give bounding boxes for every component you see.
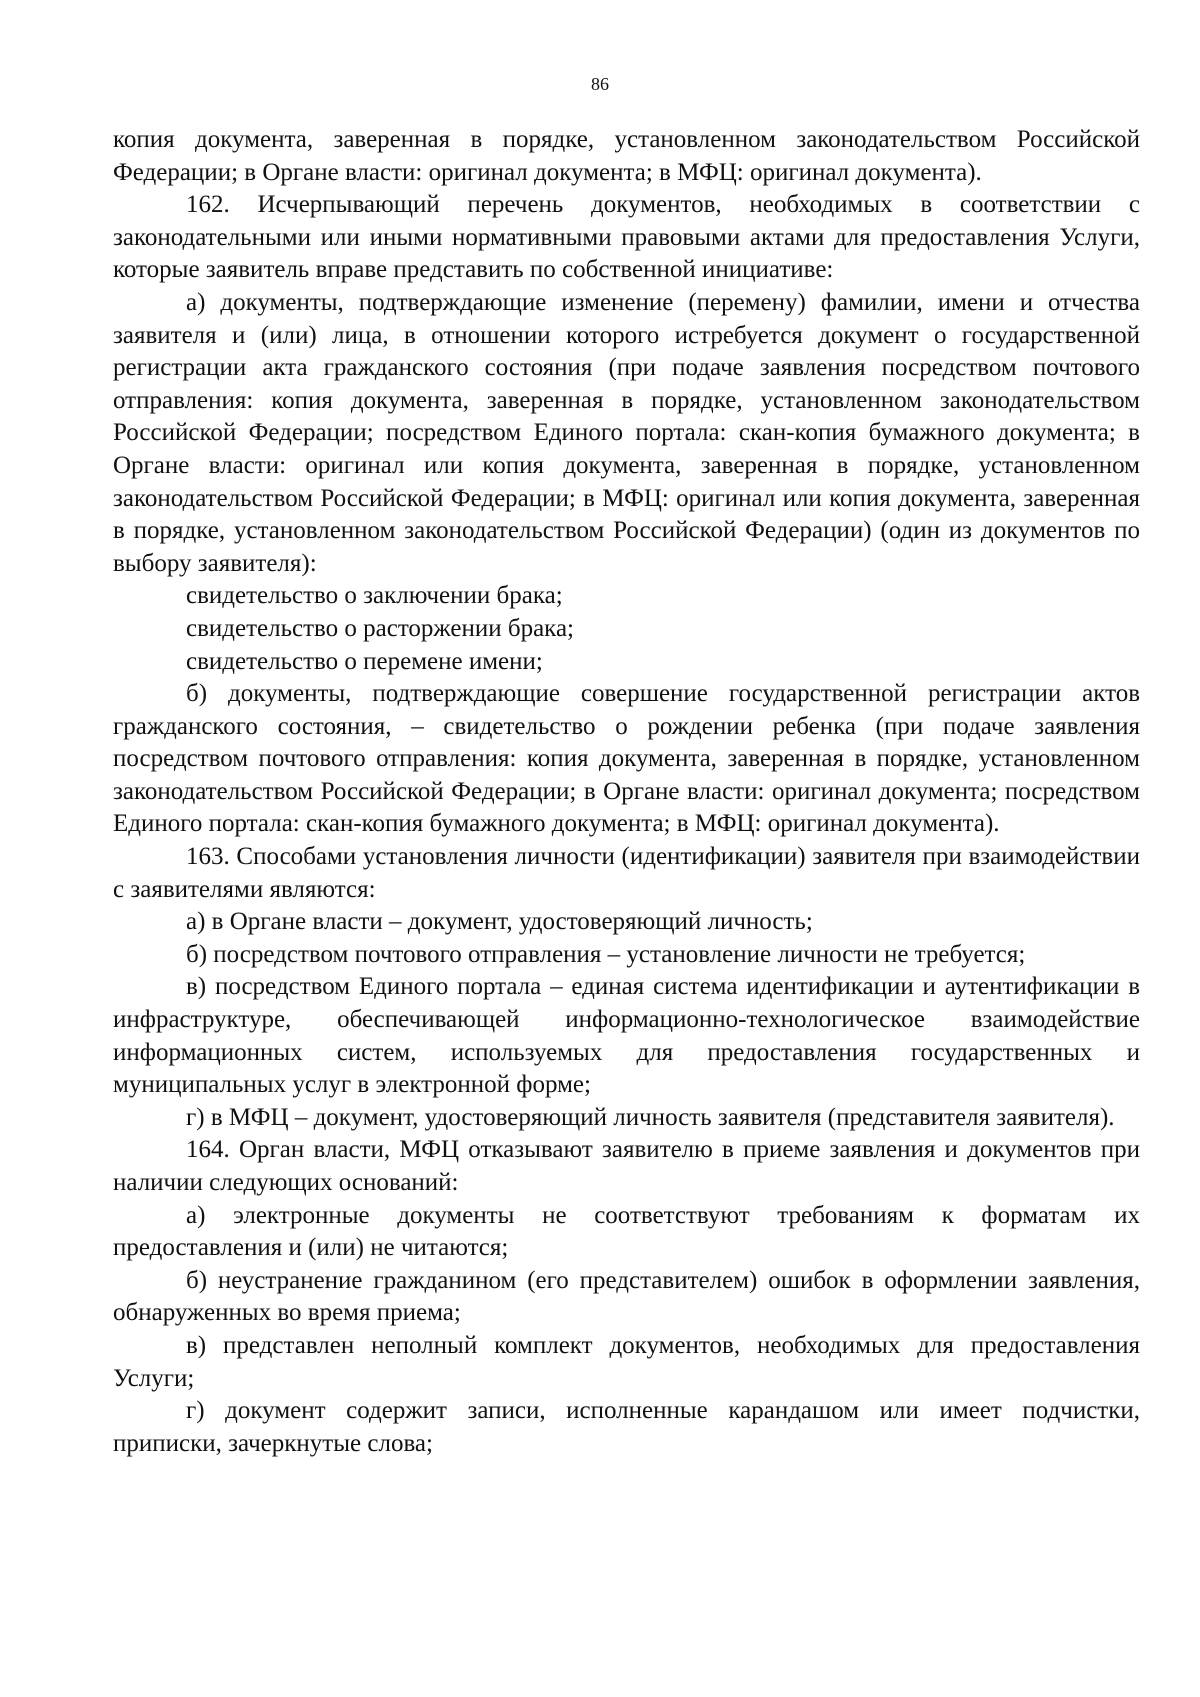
paragraph: г) документ содержит записи, исполненные карандашом или имеет подчистки, приписки, зачеркнутые слова; <box>113 1397 1140 1457</box>
paragraph: а) документы, подтверждающие изменение (перемену) фамилии, имени и отчества заявителя и (или) лица, в отношении которого истребуется документ о государственной регистрации акта гражданского состояния (при подаче заявления посредством почтового отправления: копия документа, заверенная в порядке, установленном законодательством Российской Федерации; посредством Единого портала: скан-копия бумажного документа; в Органе власти: оригинал или копия документа, заверенная в порядке, установленном законодательством Российской Федерации; в МФЦ: оригинал или копия документа, заверенная в порядке, установленном законодательством Российской Федерации) (один из документов по выбору заявителя): <box>113 288 1140 577</box>
paragraph: свидетельство о расторжении брака; <box>186 614 574 642</box>
body-text <box>113 124 1140 1460</box>
paragraph: в) представлен неполный комплект документов, необходимых для предоставления Услуги; <box>113 1331 1140 1392</box>
paragraph: в) посредством Единого портала – единая система идентификации и аутентификации в инфраструктуре, обеспечивающей информационно-технологическое взаимодействие информационных систем, используемых для предоставления государственных и муниципальных услуг в электронной форме; <box>113 973 1140 1099</box>
paragraph: а) в Органе власти – документ, удостоверяющий личность; <box>186 908 813 936</box>
paragraph: 164. Орган власти, МФЦ отказывают заявителю в приеме заявления и документов при наличии следующих оснований: <box>113 1136 1140 1196</box>
paragraph: свидетельство о перемене имени; <box>186 647 543 675</box>
paragraph: б) неустранение гражданином (его представителем) ошибок в оформлении заявления, обнаруженных во время приема; <box>113 1266 1140 1327</box>
paragraph: 163. Способами установления личности (идентификации) заявителя при взаимодействии с заявителями являются: <box>113 843 1140 903</box>
paragraph: а) электронные документы не соответствуют требованиям к форматам их предоставления и (или) не читаются; <box>113 1201 1140 1262</box>
paragraph: копия документа, заверенная в порядке, установленном законодательством Российской Федерации; в Органе власти: оригинал документа; в МФЦ: оригинал документа). <box>113 126 1140 186</box>
paragraph: свидетельство о заключении брака; <box>186 582 563 610</box>
page-number: 86 <box>591 74 609 94</box>
paragraph: б) посредством почтового отправления – установление личности не требуется; <box>186 940 1026 968</box>
paragraph: г) в МФЦ – документ, удостоверяющий личность заявителя (представителя заявителя). <box>186 1103 1115 1131</box>
paragraph: 162. Исчерпывающий перечень документов, необходимых в соответствии с законодательными или иными нормативными правовыми актами для предоставления Услуги, которые заявитель вправе представить по собственной инициативе: <box>113 191 1140 284</box>
paragraph: б) документы, подтверждающие совершение государственной регистрации актов гражданского состояния, – свидетельство о рождении ребенка (при подаче заявления посредством почтового отправления: копия документа, заверенная в порядке, установленном законодательством Российской Федерации; в Органе власти: оригинал документа; посредством Единого портала: скан-копия бумажного документа; в МФЦ: оригинал документа). <box>113 680 1140 838</box>
